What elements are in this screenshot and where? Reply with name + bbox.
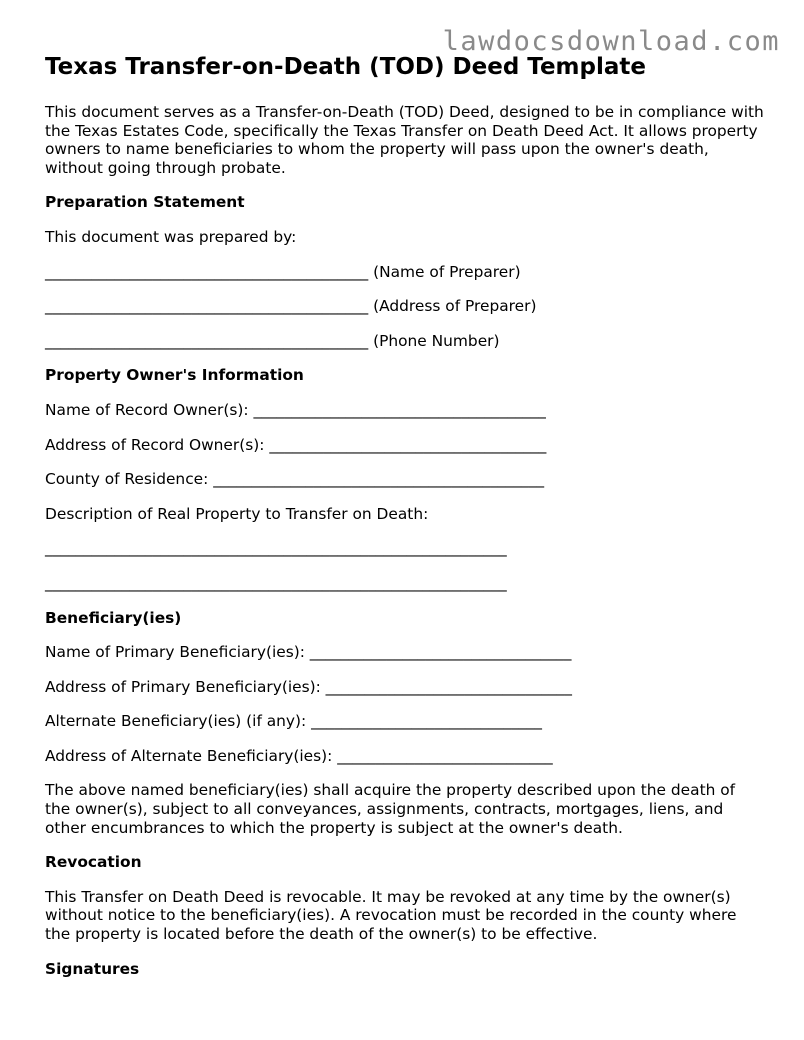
county-field[interactable]: County of Residence: ___________________________________________ bbox=[45, 470, 545, 489]
preparation-heading: Preparation Statement bbox=[45, 193, 245, 212]
owner-name-field[interactable]: Name of Record Owner(s): ______________________________________ bbox=[45, 400, 546, 419]
preparer-name-field[interactable]: __________________________________________ (Name of Preparer) bbox=[45, 262, 521, 281]
prepared-by-label: This document was prepared by: bbox=[45, 227, 297, 246]
intro-paragraph: This document serves as a Transfer-on-Death (TOD) Deed, designed to be in compliance with the Texas Estates Code, specifically the Texas Transfer on Death Deed Act. It allows property owners to name beneficiaries to whom the property will pass upon the owner's death, without going through probate. bbox=[45, 103, 764, 177]
document-body bbox=[45, 103, 765, 978]
alternate-beneficiary-address-field[interactable]: Address of Alternate Beneficiary(ies): ____________________________ bbox=[45, 746, 553, 765]
preparer-address-field[interactable]: __________________________________________ (Address of Preparer) bbox=[45, 297, 537, 316]
revocation-text: This Transfer on Death Deed is revocable. It may be revoked at any time by the owner(s) without notice to the beneficiary(ies). A revocation must be recorded in the county where the property is located before the death of the owner(s) to be effective. bbox=[45, 887, 737, 944]
beneficiaries-heading: Beneficiary(ies) bbox=[45, 608, 182, 627]
property-description-label: Description of Real Property to Transfer on Death: bbox=[45, 504, 429, 523]
property-description-line-2[interactable]: ____________________________________________________________ bbox=[45, 573, 507, 592]
revocation-heading: Revocation bbox=[45, 853, 142, 872]
owner-address-field[interactable]: Address of Record Owner(s): ____________________________________ bbox=[45, 435, 547, 454]
watermark: lawdocsdownload.com bbox=[442, 26, 780, 57]
property-description-line-1[interactable]: ____________________________________________________________ bbox=[45, 539, 507, 558]
beneficiary-statement: The above named beneficiary(ies) shall acquire the property described upon the death of the owner(s), subject to all conveyances, assignments, contracts, mortgages, liens, and other encumbrances to which the property is subject at the owner's death. bbox=[45, 781, 736, 837]
primary-beneficiary-name-field[interactable]: Name of Primary Beneficiary(ies): __________________________________ bbox=[45, 643, 572, 662]
page-title: Texas Transfer-on-Death (TOD) Deed Template bbox=[45, 54, 646, 80]
primary-beneficiary-address-field[interactable]: Address of Primary Beneficiary(ies): ________________________________ bbox=[45, 677, 572, 696]
signatures-heading: Signatures bbox=[45, 959, 140, 978]
preparer-phone-field[interactable]: __________________________________________ (Phone Number) bbox=[45, 331, 500, 350]
owner-heading: Property Owner's Information bbox=[45, 366, 304, 385]
alternate-beneficiary-field[interactable]: Alternate Beneficiary(ies) (if any): ______________________________ bbox=[45, 712, 542, 731]
